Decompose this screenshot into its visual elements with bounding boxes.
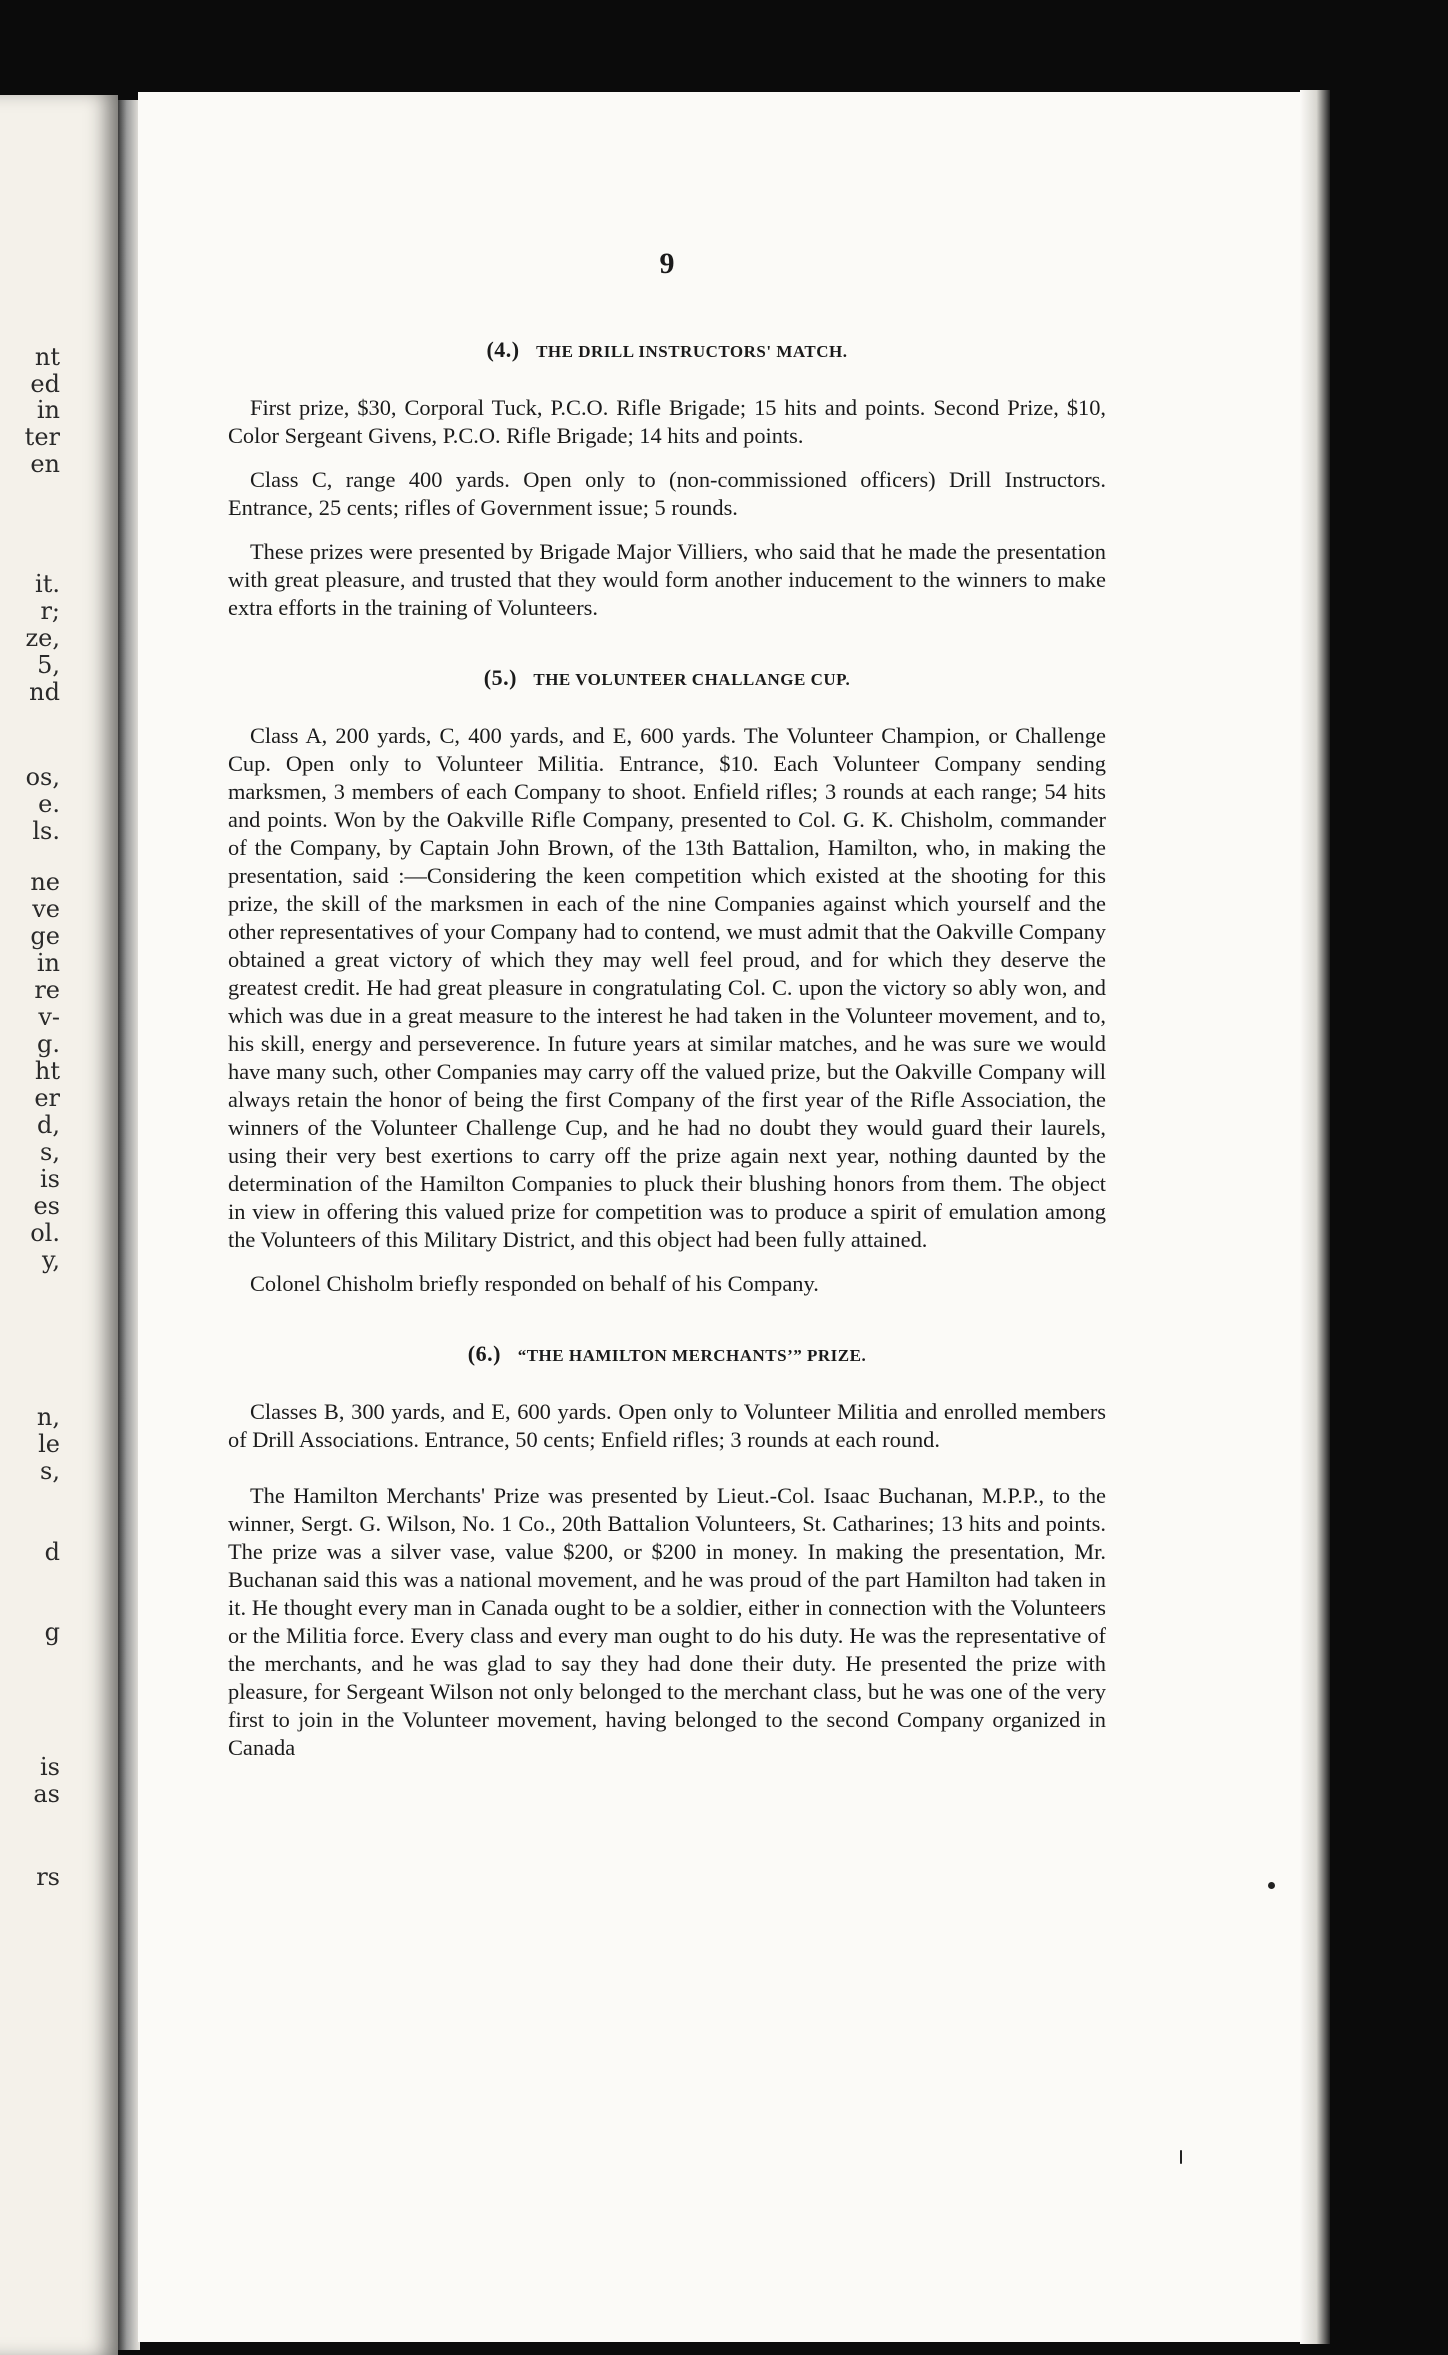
section-title: THE VOLUNTEER CHALLANGE CUP. [533,670,851,689]
paragraph: First prize, $30, Corporal Tuck, P.C.O. Rifle Brigade; 15 hits and points. Second Prize, $10, Color Sergeant Givens, P.C.O. Rifle Brigade; 14 hits and points. [228,395,1106,448]
adjacent-page-fragment: rs [36,1863,60,1891]
adjacent-page-fragment: ls. [32,817,60,845]
paragraph: These prizes were presented by Brigade Major Villiers, who said that he made the presentation with great pleasure, and trusted that they would form another inducement to the winners to make extra efforts in the training of Volunteers. [228,539,1106,620]
adjacent-page-fragment: ze, [25,624,60,652]
adjacent-page-fragment: ge [30,922,60,950]
adjacent-page-fragment: s, [40,1457,60,1485]
adjacent-page-fragment: g. [37,1030,60,1058]
adjacent-page-fragment: nt [34,343,60,371]
adjacent-page-fragment: n, [36,1403,60,1431]
page-number: 9 [659,247,675,280]
section-heading [228,664,1106,694]
section-title: “THE HAMILTON MERCHANTS’” PRIZE. [517,1346,867,1365]
adjacent-page-fragment: e. [38,790,60,818]
adjacent-page-fragment: in [36,949,60,977]
adjacent-page-fragment: es [33,1192,60,1220]
section-number: (5.) [483,665,517,690]
adjacent-page-fragment: le [38,1430,60,1458]
adjacent-page-fragment: y, [42,1246,60,1274]
adjacent-page-fragment: d, [37,1111,60,1139]
adjacent-page-fragment: en [30,450,60,478]
section-title: THE DRILL INSTRUCTORS' MATCH. [536,342,848,361]
scan-speck [1268,1882,1275,1889]
paragraph: Class A, 200 yards, C, 400 yards, and E, 600 yards. The Volunteer Champion, or Challenge Cup. Open only to Volunteer Militia. Entrance, $10. Each Volunteer Company sending marksmen, 3 members of each Company to shoot. Enfield rifles; 3 rounds at each range; 54 hits and points. Won by the Oakville Rifle Company, presented to Col. G. K. Chisholm, commander of the Company, by Captain John Brown, of the 13th Battalion, Hamilton, who, in making the presentation, said :—Considering the keen competition which existed at the shooting for this prize, the skill of the marksmen in each of the nine Companies against which yourself and the other representatives of your Company had to contend, we must admit that the Oakville Company obtained a great victory of which they may well feel proud, and for which they deserve the greatest credit. He had great pleasure in congratulating Col. C. upon the victory so ably won, and which was due in a great measure to the interest he had taken in the Volunteer movement, and to, his skill, energy and perseverence. In future years at similar matches, and he was sure we would have many such, other Companies may carry off the valued prize, but the Oakville Company will always retain the honor of being the first Company of the first year of the Rifle Association, the winners of the Volunteer Challenge Cup, and he had no doubt they would guard their laurels, using their very best exertions to carry off the prize again next year, nothing daunted by the determination of the Hamilton Companies to pluck their blushing honors from them. The object in view in offering this valued prize for competition was to produce a spirit of emulation among the Volunteers of this Military District, and this object had been fully attained. [228,723,1106,1252]
adjacent-page-fragment: d [44,1538,60,1566]
paragraph: Colonel Chisholm briefly responded on behalf of his Company. [250,1271,819,1296]
adjacent-page-fragment: 5, [37,651,60,679]
adjacent-page-fragment: nd [29,678,60,706]
adjacent-page-fragment: it. [35,570,60,598]
adjacent-page-fragment: os, [25,763,60,791]
page-content [228,247,1106,1762]
paragraph: The Hamilton Merchants' Prize was presented by Lieut.-Col. Isaac Buchanan, M.P.P., to the winner, Sergt. G. Wilson, No. 1 Co., 20th Battalion Volunteers, St. Catharines; 13 hits and points. The prize was a silver vase, value $200, or $200 in money. In making the presentation, Mr. Buchanan said this was a national movement, and he was proud of the part Hamilton had taken in it. He thought every man in Canada ought to be a soldier, either in connection with the Volunteers or the Militia force. Every class and every man ought to do his duty. He was the representative of the merchants, and he was glad to say they had done their duty. He presented the prize with pleasure, for Sergeant Wilson not only belonged to the merchant class, but he was one of the very first to join in the Volunteer movement, having belonged to the second Company organized in Canada [228,1483,1106,1760]
adjacent-page-fragment: v- [38,1003,60,1031]
section-heading [228,1340,1106,1370]
adjacent-page-fragment: is [40,1165,60,1193]
adjacent-page-fragment: ed [30,370,60,398]
adjacent-page-fragment: ve [32,895,60,923]
adjacent-page-fragment: ht [34,1057,60,1085]
adjacent-page-fragment: g [44,1618,60,1646]
adjacent-page-fragment: ne [30,868,60,896]
adjacent-page-fragment: re [34,976,60,1004]
paragraph: Classes B, 300 yards, and E, 600 yards. Open only to Volunteer Militia and enrolled members of Drill Associations. Entrance, 50 cents; Enfield rifles; 3 rounds at each round. [228,1399,1106,1452]
adjacent-page-fragment: r; [40,597,60,625]
section-number: (6.) [467,1341,501,1366]
adjacent-page-fragment: s, [40,1138,60,1166]
page-edge [1300,90,1330,2344]
adjacent-page-fragment: ol. [30,1219,60,1247]
section-number: (4.) [486,337,520,362]
paragraph: Class C, range 400 yards. Open only to (non-commissioned officers) Drill Instructors. Entrance, 25 cents; rifles of Government issue; 5 rounds. [228,467,1106,520]
book-gutter [118,100,140,2350]
adjacent-page-fragment: as [33,1780,60,1808]
adjacent-page-fragment: ter [24,423,60,451]
adjacent-page-fragment: is [40,1753,60,1781]
section-heading [228,336,1106,366]
adjacent-page-fragment: in [36,396,60,424]
scan-speck [1180,2150,1182,2164]
adjacent-page-fragment: er [34,1084,60,1112]
